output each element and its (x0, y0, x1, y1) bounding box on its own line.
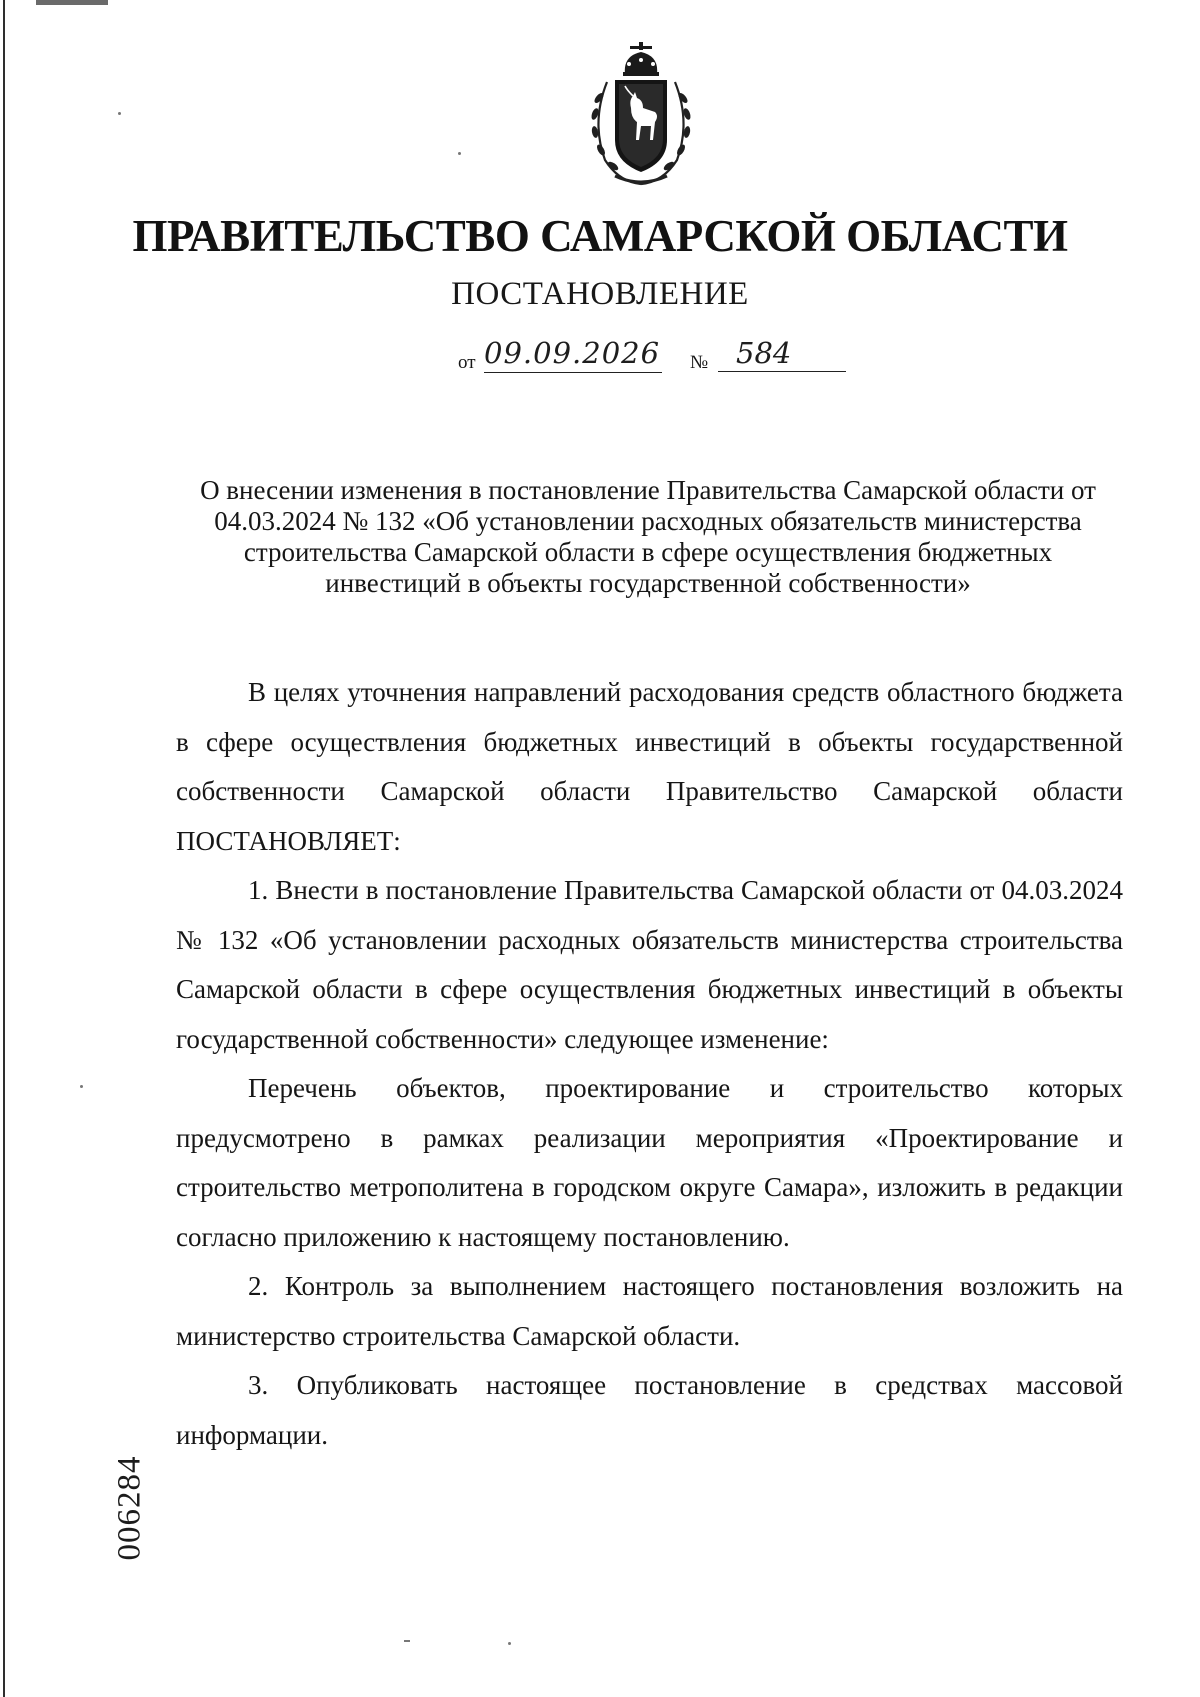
item-3-paragraph: 3. Опубликовать настоящее постановление в средствах массовой информации. (176, 1370, 1123, 1450)
document-type: ПОСТАНОВЛЕНИЕ (451, 276, 749, 312)
item-1-paragraph: 1. Внести в постановление Правительства Самарской области от 04.03.2024 № 132 «Об установлении расходных обязательств министерства строительства Самарской области в сфере осуществления бюджетных инвестиций в объекты государственной собственности» следующее изменение: (176, 875, 1123, 1054)
number-label: № (690, 352, 709, 373)
decree-date: 09.09.2026 (484, 336, 662, 373)
item-2-paragraph: 2. Контроль за выполнением настоящего постановления возложить на министерство строительства Самарской области. (176, 1271, 1123, 1351)
scan-mark (36, 0, 108, 5)
government-title: ПРАВИТЕЛЬСТВО САМАРСКОЙ ОБЛАСТИ (132, 211, 1068, 261)
side-registration-number (108, 1440, 152, 1576)
decree-subject: О внесении изменения в постановление Правительства Самарской области от 04.03.2024 № 132 «Об установлении расходных обязательств министерства строительства Самарской области в сфере осуществления бюджетных инвестиций в объекты государственной собственности» (200, 475, 1096, 598)
scan-speck (404, 1640, 410, 1642)
date-from-label: от (458, 352, 476, 373)
decree-number: 584 (718, 336, 846, 372)
decree-body (176, 668, 1123, 1460)
scan-speck (118, 112, 121, 115)
date-number-line (458, 334, 848, 378)
amendment-paragraph: Перечень объектов, проектирование и строительство которых предусмотрено в рамках реализации мероприятия «Проектирование и строительство метрополитена в городском округе Самара», изложить в редакции согласно приложению к настоящему постановлению. (176, 1073, 1123, 1252)
scan-speck (458, 152, 461, 155)
scan-speck (508, 1642, 511, 1645)
registration-number-text: 006284 (111, 1455, 148, 1561)
preamble-paragraph: В целях уточнения направлений расходования средств областного бюджета в сфере осуществления бюджетных инвестиций в объекты государственной собственности Самарской области Правительство Самарской области ПОСТАНОВЛЯЕТ: (176, 677, 1123, 856)
scan-speck (80, 1085, 83, 1088)
coat-of-arms-icon (585, 42, 697, 188)
